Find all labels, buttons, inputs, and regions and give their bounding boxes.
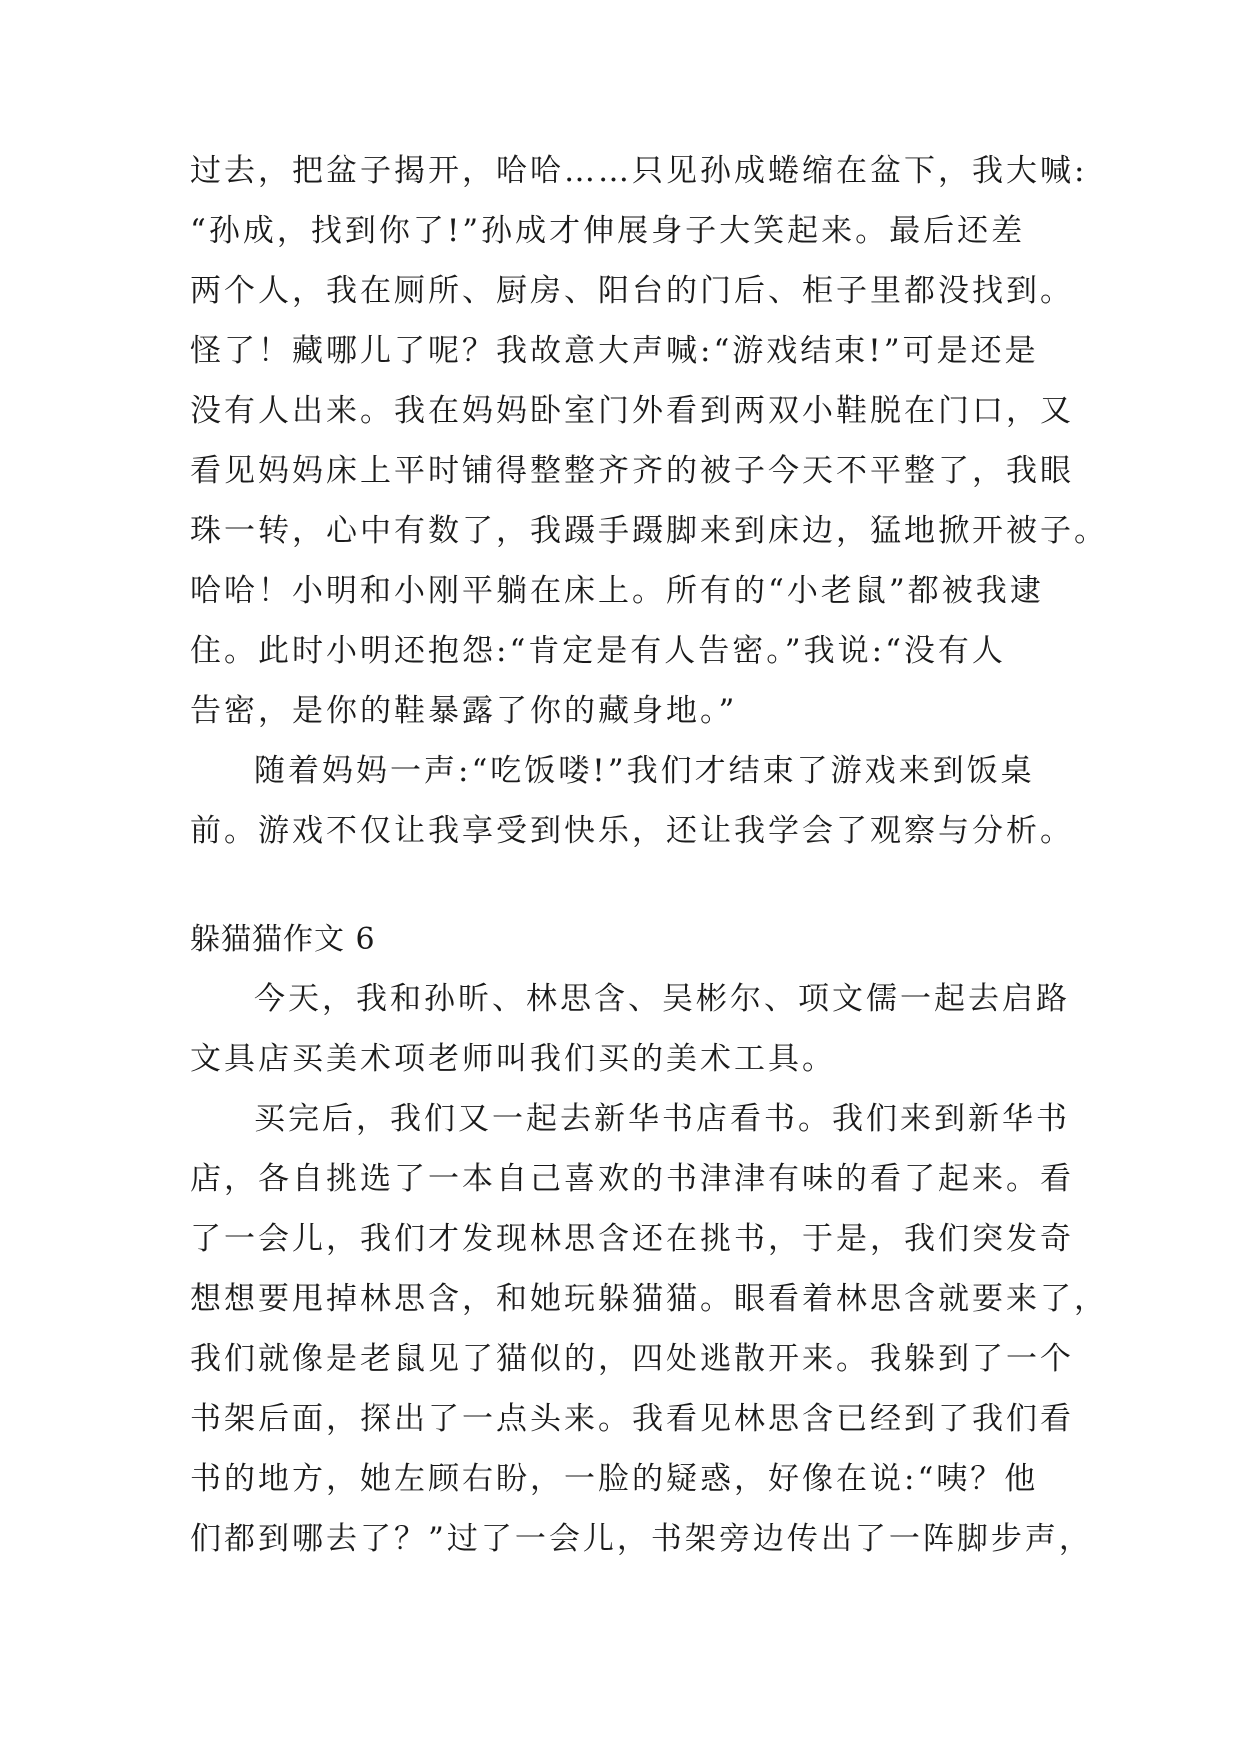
text-line: 书的地方，她左顾右盼，一脸的疑惑，好像在说:“咦？他 (190, 1461, 1039, 1497)
paragraph-start-line: 随着妈妈一声:“吃饭喽!”我们才结束了游戏来到饭桌 (254, 753, 1035, 789)
text-line: 前。游戏不仅让我享受到快乐，还让我学会了观察与分析。 (190, 813, 1074, 849)
text-line: 看见妈妈床上平时铺得整整齐齐的被子今天不平整了，我眼 (190, 453, 1074, 489)
text-line: 住。此时小明还抱怨:“肯定是有人告密。”我说:“没有人 (190, 633, 1006, 669)
text-line: 想想要甩掉林思含，和她玩躲猫猫。眼看着林思含就要来了， (190, 1281, 1108, 1317)
text-line: 没有人出来。我在妈妈卧室门外看到两双小鞋脱在门口，又 (190, 393, 1074, 429)
text-line: 两个人，我在厕所、厨房、阳台的门后、柜子里都没找到。 (190, 273, 1074, 309)
essay-heading: 躲猫猫作文 6 (190, 922, 376, 957)
text-line: 文具店买美术项老师叫我们买的美术工具。 (190, 1041, 836, 1077)
text-line: 珠一转，心中有数了，我蹑手蹑脚来到床边，猛地掀开被子。 (190, 513, 1108, 549)
text-line: 了一会儿，我们才发现林思含还在挑书，于是，我们突发奇 (190, 1221, 1074, 1257)
text-line: 书架后面，探出了一点头来。我看见林思含已经到了我们看 (190, 1401, 1074, 1437)
text-line: “孙成，找到你了!”孙成才伸展身子大笑起来。最后还差 (190, 213, 1026, 249)
text-line: 哈哈！小明和小刚平躺在床上。所有的“小老鼠”都被我逮 (190, 573, 1044, 609)
text-line: 告密，是你的鞋暴露了你的藏身地。” (190, 693, 738, 729)
text-line: 我们就像是老鼠见了猫似的，四处逃散开来。我躲到了一个 (190, 1341, 1074, 1377)
text-line: 们都到哪去了？”过了一会儿，书架旁边传出了一阵脚步声， (190, 1521, 1093, 1557)
text-line: 店，各自挑选了一本自己喜欢的书津津有味的看了起来。看 (190, 1161, 1074, 1197)
paragraph-start-line: 买完后，我们又一起去新华书店看书。我们来到新华书 (254, 1101, 1070, 1137)
text-line: 怪了！藏哪儿了呢？我故意大声喊:“游戏结束!”可是还是 (190, 333, 1039, 369)
text-line: 过去，把盆子揭开，哈哈……只见孙成蜷缩在盆下，我大喊: (190, 153, 1088, 189)
paragraph-start-line: 今天，我和孙昕、林思含、吴彬尔、项文儒一起去启路 (254, 981, 1070, 1017)
